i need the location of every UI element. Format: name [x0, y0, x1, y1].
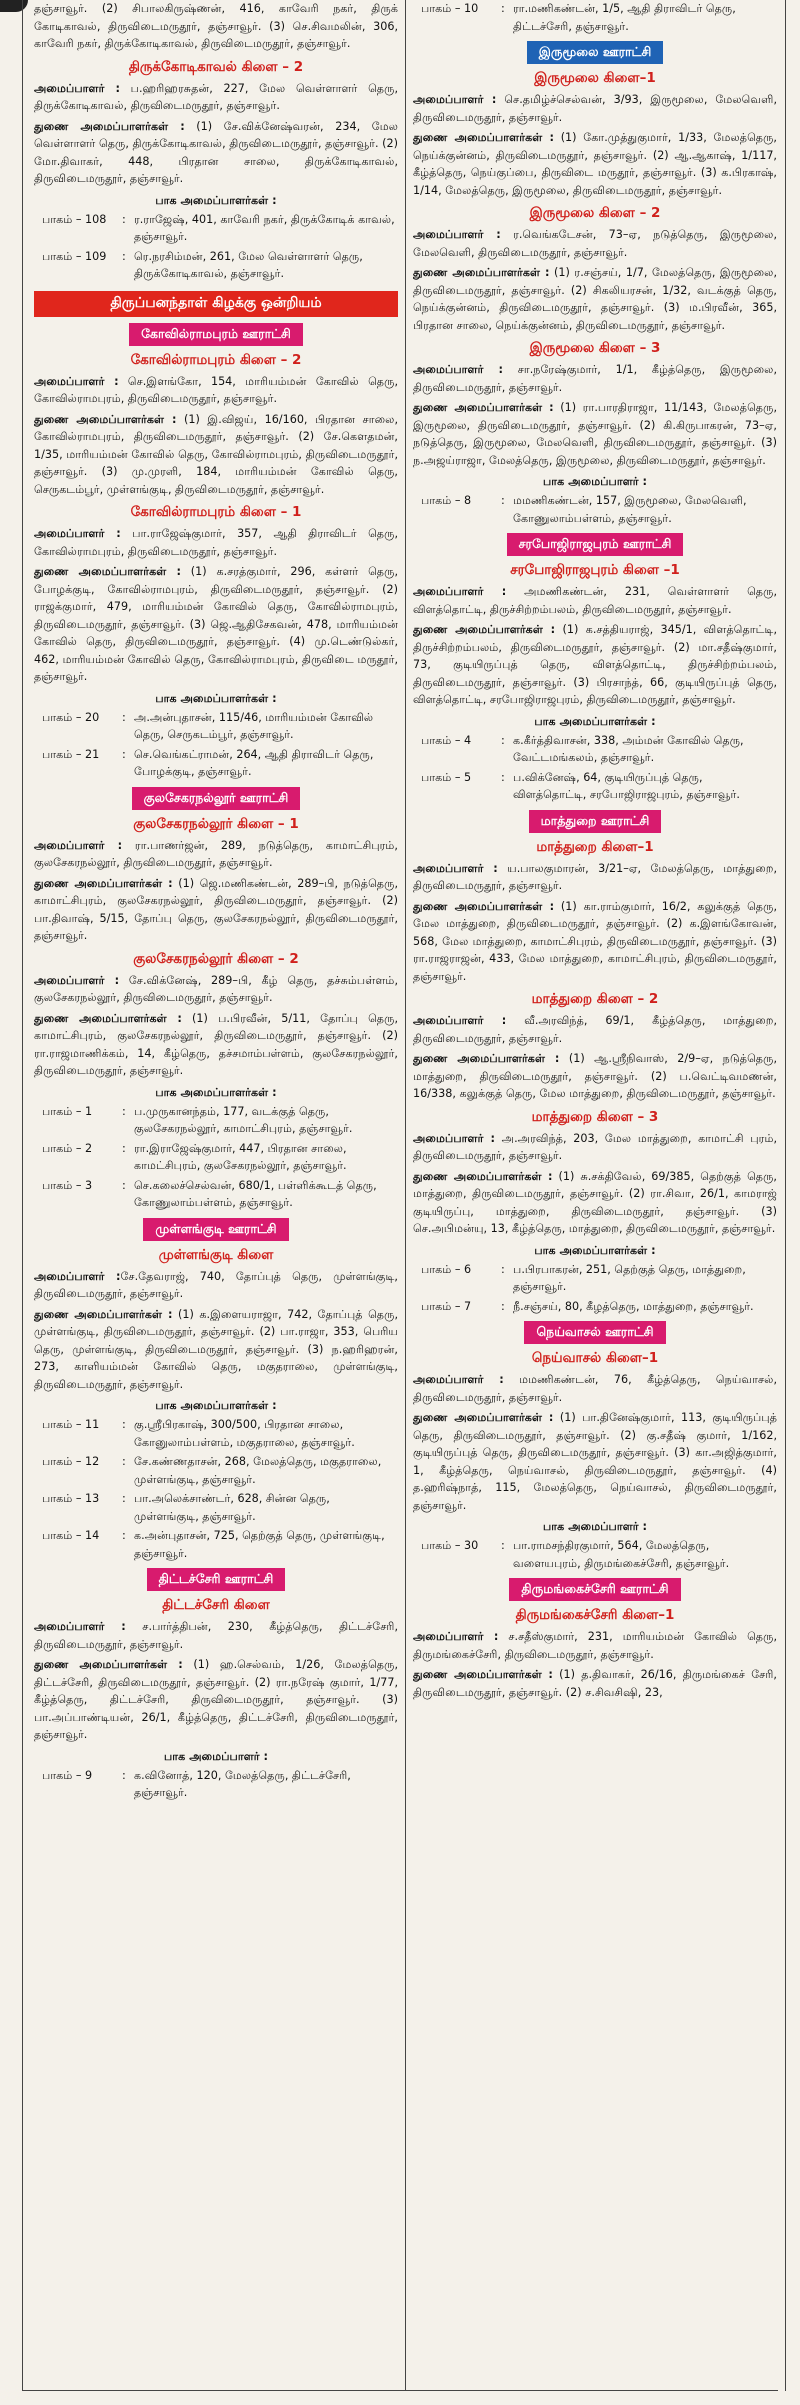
- branch-heading: இருமூலை கிளை – 2: [529, 205, 661, 221]
- booth-organizer: பா.அலெக்சாண்டர், 628, சின்ன தெரு, முள்ளங்குடி, தஞ்சாவூர்.: [134, 1492, 330, 1523]
- booth-organizer: ப.முருகானந்தம், 177, வடக்குத் தெரு, குலசேகரநல்லூர், காமாட்சிபுரம், தஞ்சாவூர்.: [134, 1104, 353, 1135]
- booth-number: பாகம் – 109: [42, 249, 107, 263]
- booth-list: [34, 709, 398, 781]
- booth-number: பாகம் – 21: [42, 747, 100, 761]
- booth-row: [42, 1767, 398, 1802]
- panchayat-badge-wrap: [34, 323, 398, 346]
- organizer-label: அமைப்பாளர் :: [413, 585, 507, 598]
- separator-colon: :: [501, 733, 505, 747]
- deputy-label: துணை அமைப்பாளர்கள் :: [34, 876, 173, 890]
- organizer-label: அமைப்பாளர் :: [413, 1373, 504, 1386]
- booth-organizer: பா.ராமசந்திரகுமார், 564, மேலத்தெரு, வளையபுரம், திருமங்கைச்சேரி, தஞ்சாவூர்.: [513, 1539, 730, 1570]
- booth-organizer: மமணிகண்டன், 157, இருமூலை, மேலவெளி, கோணுலாம்பள்ளம், தஞ்சாவூர்.: [513, 494, 747, 525]
- separator-colon: :: [122, 710, 126, 724]
- organizer-entry: [413, 1130, 777, 1165]
- branch-heading: குலசேகரநல்லூர் கிளை – 1: [133, 815, 299, 832]
- booth-organizer: சே.கண்ணதாசன், 268, மேலத்தெரு, மகுதராலை, முள்ளங்குடி, தஞ்சாவூர்.: [134, 1455, 382, 1486]
- organizer-text: சே.தேவராஜ், 740, தோப்புத் தெரு, முள்ளங்குடி, திருவிடைமருதூர், தஞ்சாவூர்.: [34, 1269, 398, 1300]
- organizer-label: அமைப்பாளர் :: [34, 527, 121, 540]
- panchayat-badge: குலசேகரநல்லூர் ஊராட்சி: [132, 787, 301, 810]
- organizer-label: அமைப்பாளர் :: [413, 228, 501, 241]
- deputy-entry: [413, 898, 777, 986]
- organizer-text: செ.இளங்கோ, 154, மாரியம்மன் கோவில் தெரு, கோவில்ராமபுரம், திருவிடைமருதூர், தஞ்சாவூர்.: [34, 374, 398, 405]
- organizer-label: அமைப்பாளர் :: [34, 1269, 121, 1283]
- branch-heading: திட்டச்சேரி கிளை: [162, 1597, 270, 1613]
- organizer-label: அமைப்பாளர் :: [34, 973, 120, 987]
- booth-number: பாகம் – 9: [42, 1768, 93, 1782]
- branch-heading: முள்ளங்குடி கிளை: [158, 1246, 274, 1263]
- organizer-entry: [413, 860, 777, 895]
- booth-row: [42, 1103, 398, 1138]
- deputy-entry: [413, 621, 777, 709]
- panchayat-badge: சரபோஜிராஜபுரம் ஊராட்சி: [507, 533, 684, 556]
- booth-number: பாகம் – 30: [421, 1539, 479, 1552]
- organizer-text: ர.வெங்கடேசன், 73–ஏ, நடுத்தெரு, இருமூலை, மேலவெளி, திருவிடைமருதூர், தஞ்சாவூர்.: [413, 228, 777, 259]
- deputy-entry: [413, 129, 777, 199]
- deputy-text: (1) ஆ.ஸ்ரீநிவாஸ், 2/9–ஏ, நடுத்தெரு, மாத்துறை, திருவிடைமருதூர், தஞ்சாவூர். (2) ப.வெட்டிவமணன், 16/338, கலுக்குத் தெரு, மேல மாத்துறை, திருவிடைமருதூர், தஞ்சாவூர்.: [413, 1052, 777, 1100]
- booth-heading: பாக அமைப்பாளர்கள் :: [155, 1399, 277, 1412]
- organizer-entry: [413, 1371, 777, 1406]
- branch-heading: திருக்கோடிகாவல் கிளை – 2: [128, 58, 304, 75]
- deputy-entry: [413, 1666, 777, 1701]
- booth-list: [413, 1537, 777, 1572]
- booth-list: [413, 0, 777, 35]
- booth-number: பாகம் – 108: [42, 212, 107, 226]
- booth-row: [42, 709, 398, 744]
- organizer-text: சே.விக்னேஷ், 289–பி, கீழ் தெரு, தச்சும்பள்ளம், குலசேகரநல்லூர், திருவிடைமருதூர், தஞ்சாவூர்.: [34, 973, 398, 1004]
- organizer-text: மமணிகண்டன், 76, கீழ்த்தெரு, நெய்வாசல், திருவிடைமருதூர், தஞ்சாவூர்.: [413, 1373, 777, 1404]
- separator-colon: :: [501, 2, 505, 15]
- panchayat-badge: முள்ளங்குடி ஊராட்சி: [143, 1218, 288, 1241]
- deputy-entry: [413, 399, 777, 469]
- left-column: [34, 0, 398, 2391]
- organizer-text: ச.பார்த்திபன், 230, கீழ்த்தெரு, திட்டச்சேரி, திருவிடைமருதூர், தஞ்சாவூர்.: [34, 1620, 398, 1651]
- booth-heading: பாக அமைப்பாளர்கள் :: [155, 1085, 277, 1099]
- deputy-label: துணை அமைப்பாளர்கள் :: [413, 131, 554, 144]
- right-border: [785, 0, 786, 2391]
- deputy-text: (1) க.சத்தியராஜ், 345/1, விளத்தொட்டி, திருச்சிற்றம்பலம், திருவிடைமருதூர், தஞ்சாவூர். (2) மா.சதீஷ்குமார், 73, குடியிருப்புத் தெரு, விளத்தொட்டி, திருச்சிற்றம்பலம், திருவிடைமருதூர், தஞ்சாவூர். (3) பிரசாந்த், 66, குடியிருப்புத் தெரு, விளத்தொட்டி, சரபோஜிராஜபுரம், திருவிடைமருதூர், தஞ்சாவூர்.: [413, 623, 777, 706]
- booth-organizer: ப.பிரபாகரன், 251, தெற்குத் தெரு, மாத்துறை, தஞ்சாவூர்.: [513, 1262, 746, 1293]
- separator-colon: :: [122, 1529, 126, 1542]
- deputy-text: (1) இ.விஜய், 16/160, பிரதான சாலை, கோவில்ராமபுரம், திருவிடைமருதூர், தஞ்சாவூர். (2) சே.கௌதமன், 1/35, மாரியம்மன் கோவில் தெரு, கோவில்ராமபுரம், திருவிடைமருதூர், தஞ்சாவூர். (3) மு.முரளி, 184, மாரியம்மன் கோவில் தெரு, செருகடம்பூர், முள்ளங்குடி, திருவிடைமருதூர், தஞ்சாவூர்.: [34, 412, 398, 496]
- deputy-label: துணை அமைப்பாளர்கள் :: [413, 1411, 554, 1424]
- deputy-label: துணை அமைப்பாளர்கள் :: [413, 1169, 553, 1183]
- branch-heading: மாத்துறை கிளை – 2: [531, 991, 659, 1007]
- organizer-text: பா.ராஜேஷ்குமார், 357, ஆதி திராவிடர் தெரு, கோவில்ராமபுரம், திருவிடைமருதூர், தஞ்சாவூர்.: [34, 527, 398, 558]
- organizer-entry: [413, 583, 777, 618]
- deputy-label: துணை அமைப்பாளர்கள் :: [34, 119, 185, 133]
- organizer-text: அ.அரவிந்த், 203, மேல மாத்துறை, காமாட்சி புரம், திருவிடைமருதூர், தஞ்சாவூர்.: [413, 1131, 777, 1162]
- panchayat-badge-wrap: [413, 1578, 777, 1601]
- deputy-label: துணை அமைப்பாளர்கள் :: [413, 401, 554, 414]
- booth-organizer: ரெ.நரசிம்மன், 261, மேல வெள்ளாளர் தெரு, திருக்கோடிகாவல், தஞ்சாவூர்.: [134, 249, 363, 280]
- deputy-text: (1) க.சரத்குமார், 296, கள்ளர் தெரு, போழக்குடி, கோவில்ராமபுரம், திருவிடைமருதூர், தஞ்சாவூர். (2) ராஜக்குமார், 479, மாரியம்மன் கோவில் தெரு, கோவில்ராமபுரம், திருவிடைமருதூர், தஞ்சாவூர். (3) ஜெ.ஆதிசேகவன், 478, மாரியம்மன் கோவில் தெரு, திருவிடைமருதூர், தஞ்சாவூர். (4) மு.டெண்டுல்கர், 462, மாரியம்மன் கோவில் தெரு, கோவில்ராமபுரம், திருவிடை மருதூர், தஞ்சாவூர்.: [34, 565, 398, 683]
- organizer-entry: [413, 226, 777, 261]
- deputy-entry: [34, 1306, 398, 1394]
- deputy-label: துணை அமைப்பாளர்கள் :: [413, 899, 555, 913]
- branch-heading: இருமூலை கிளை – 3: [529, 340, 661, 356]
- deputy-text: (1) ப.பிரவீன், 5/11, தோப்பு தெரு, காமாட்சிபுரம், குலசேகரநல்லூர், திருவிடைமருதூர், தஞ்சாவூர். (2) ரா.ராஜமாணிக்கம், 14, கீழ்தெரு, தச்சமாம்பள்ளம், குலசேகரநல்லூர், திருவிடைமருதூர், தஞ்சாவூர்.: [34, 1011, 398, 1077]
- organizer-text: வீ.அரவிந்த், 69/1, கீழ்த்தெரு, மாத்துறை, திருவிடைமருதூர், தஞ்சாவூர்.: [413, 1014, 777, 1045]
- deputy-entry: [413, 1168, 777, 1238]
- organizer-text: செ.தமிழ்ச்செல்வன், 3/93, இருமூலை, மேலவெளி, திருவிடைமருதூர், தஞ்சாவூர்.: [413, 93, 777, 124]
- booth-row: [421, 1261, 777, 1296]
- deputy-text: (1) கோ.முத்துகுமார், 1/33, மேலத்தெரு, நெய்க்குன்னம், திருவிடைமருதூர், தஞ்சாவூர். (2) ஆ.ஆகாஷ், 1/117, கீழ்த்தெரு, நெய்குப்பை, திருவிடை மருதூர், தஞ்சாவூர். (3) க.பிரகாஷ், 1/14, மேலத்தெரு, இருமூலை, திருவிடைமருதூர், தஞ்சாவூர்.: [413, 131, 777, 197]
- deputy-label: துணை அமைப்பாளர்கள் :: [34, 412, 177, 426]
- organizer-label: அமைப்பாளர் :: [413, 1131, 495, 1145]
- continued-paragraph: தஞ்சாவூர். (2) சிபாலகிருஷ்ணன், 416, காவேரி நகர், திருக் கோடிகாவல், திருவிடைமருதூர், தஞ்சாவூர். (3) செ.சிவமலின், 306, காவேரி நகர், திருக்கோடிகாவல், திருவிடைமருதூர், தஞ்சாவூர்.: [34, 2, 398, 50]
- booth-organizer: நீ.சஞ்சய், 80, கீழத்தெரு, மாத்துறை, தஞ்சாவூர்.: [513, 1299, 754, 1313]
- organizer-entry: [413, 361, 777, 396]
- separator-colon: :: [122, 1492, 126, 1505]
- panchayat-badge: கோவில்ராமபுரம் ஊராட்சி: [129, 323, 303, 346]
- deputy-label: துணை அமைப்பாளர்கள் :: [413, 1052, 560, 1065]
- separator-colon: :: [501, 1262, 505, 1276]
- separator-colon: :: [122, 249, 126, 263]
- booth-organizer: ரா.இராஜேஷ்குமார், 447, பிரதான சாலை, காமட்சிபுரம், குலசேகரநல்லூர், தஞ்சாவூர்.: [134, 1141, 347, 1172]
- branch-heading: நெய்வாசல் கிளை–1: [531, 1350, 659, 1366]
- deputy-label: துணை அமைப்பாளர்கள் :: [413, 1668, 553, 1681]
- booth-number: பாகம் – 8: [421, 494, 472, 507]
- panchayat-badge-wrap: [413, 810, 777, 833]
- booth-organizer: ப.விக்னேஷ், 64, குடியிருப்புத் தெரு, விளத்தொட்டி, சரபோஜிராஜபுரம், தஞ்சாவூர்.: [513, 770, 740, 801]
- separator-colon: :: [501, 770, 505, 784]
- deputy-entry: [413, 1409, 777, 1514]
- deputy-entry: [34, 1010, 398, 1080]
- booth-heading: பாக அமைப்பாளர் :: [163, 1749, 269, 1763]
- left-border: [22, 0, 23, 2391]
- branch-heading: மாத்துறை கிளை–1: [536, 838, 654, 855]
- booth-row: [42, 746, 398, 781]
- booth-row: [421, 492, 777, 527]
- organizer-label: அமைப்பாளர் :: [413, 861, 498, 875]
- booth-number: பாகம் – 12: [42, 1455, 100, 1468]
- deputy-text: (1) த.திவாகர், 26/16, திருமங்கைச் சேரி, திருவிடைமருதூர், தஞ்சாவூர். (2) ச.சிவசிஷி, 23,: [413, 1668, 777, 1699]
- booth-heading: பாக அமைப்பாளர்கள் :: [155, 193, 277, 207]
- booth-list: [413, 1261, 777, 1316]
- booth-organizer: செ.வெங்கட்ராமன், 264, ஆதி திராவிடர் தெரு, போழக்குடி, தஞ்சாவூர்.: [134, 747, 374, 778]
- branch-heading: இருமூலை கிளை–1: [534, 70, 656, 86]
- deputy-entry: [34, 118, 398, 188]
- booth-number: பாகம் – 10: [421, 2, 479, 15]
- booth-row: [42, 248, 398, 283]
- booth-row: [42, 211, 398, 246]
- separator-colon: :: [122, 1178, 126, 1192]
- booth-row: [421, 732, 777, 767]
- separator-colon: :: [501, 1539, 505, 1552]
- booth-number: பாகம் – 6: [421, 1262, 472, 1276]
- branch-heading: மாத்துறை கிளை – 3: [531, 1108, 659, 1125]
- booth-row: [421, 769, 777, 804]
- deputy-text: (1) பா.தினேஷ்குமார், 113, குடியிருப்புத் தெரு, திருவிடைமருதூர், தஞ்சாவூர். (2) கு.சதீஷ் குமார், 1/162, குடியிருப்புத் தெரு, திருவிடைமருதூர், தஞ்சாவூர். (3) கா.அஜித்குமார், 1, கீழ்த்தெரு, நெய்வாசல், திருவிடைமருதூர், தஞ்சாவூர். (4) த.ஹரிஷ்நாத், 115, மேலத்தெரு, நெய்வாசல், திருவிடைமருதூர், தஞ்சாவூர்.: [413, 1411, 777, 1512]
- organizer-label: அமைப்பாளர் :: [413, 363, 503, 376]
- booth-number: பாகம் – 13: [42, 1492, 100, 1505]
- booth-organizer: க.அன்புதாசன், 725, தெற்குத் தெரு, முள்ளங்குடி, தஞ்சாவூர்.: [134, 1529, 385, 1560]
- separator-colon: :: [122, 1455, 126, 1468]
- panchayat-badge-wrap: [413, 1321, 777, 1344]
- panchayat-badge-wrap: [34, 787, 398, 810]
- deputy-text: (1) ரா.பாரதிராஜா, 11/143, மேலத்தெரு, இருமூலை, திருவிடைமருதூர், தஞ்சாவூர். (2) கி.கிருபாகரன், 73–ஏ, நடுத்தெரு, இருமூலை, மேலவெளி, திருவிடைமருதூர், தஞ்சாவூர். (3) ந.அஜய்ராஜா, மேலத்தெரு, இருமூலை, திருவிடைமருதூர், தஞ்சாவூர்.: [413, 401, 777, 467]
- branch-heading: கோவில்ராமபுரம் கிளை – 1: [130, 504, 302, 520]
- separator-colon: :: [122, 1104, 126, 1118]
- booth-number: பாகம் – 3: [42, 1178, 93, 1192]
- deputy-text: (1) சு.சக்திவேல், 69/385, தெற்குத் தெரு, மாத்துறை, திருவிடைமருதூர், தஞ்சாவூர். (2) ரா.சிவா, 26/1, காமராஜ் குடியிருப்பு, மாத்துறை, திருவிடைமருதூர், தஞ்சாவூர். (3) செ.அபிமன்யு, 13, கீழ்த்தெரு, மாத்துறை, திருவிடைமருதூர், தஞ்சாவூர்.: [413, 1169, 777, 1235]
- separator-colon: :: [122, 747, 126, 761]
- booth-row: [42, 1490, 398, 1525]
- organizer-entry: [34, 837, 398, 872]
- panchayat-badge: திட்டச்சேரி ஊராட்சி: [147, 1568, 286, 1591]
- organizer-label: அமைப்பாளர் :: [413, 1630, 499, 1643]
- deputy-label: துணை அமைப்பாளர்கள் :: [34, 1658, 183, 1671]
- deputy-text: (1) ஹ.செல்வம், 1/26, மேலத்தெரு, திட்டச்சேரி, திருவிடைமருதூர், தஞ்சாவூர். (2) ரா.நரேஷ் குமார், 1/77, கீழ்த்தெரு, திட்டச்சேரி, திருவிடைமருதூர், தஞ்சாவூர். (3) பா.அப்பாண்டியன், 26/1, கீழ்த்தெரு, திட்டச்சேரி, திருவிடைமருதூர், தஞ்சாவூர்.: [34, 1658, 398, 1741]
- booth-list: [34, 1416, 398, 1562]
- organizer-entry: [413, 1012, 777, 1047]
- booth-number: பாகம் – 5: [421, 770, 472, 784]
- separator-colon: :: [501, 1299, 505, 1313]
- booth-row: [42, 1140, 398, 1175]
- organizer-entry: [34, 972, 398, 1007]
- separator-colon: :: [122, 1768, 126, 1782]
- booth-organizer: க.கீர்த்திவாசன், 338, அம்மன் கோவில் தெரு, வேட்டமங்கலம், தஞ்சாவூர்.: [513, 733, 744, 764]
- booth-list: [34, 1103, 398, 1212]
- organizer-entry: [34, 525, 398, 560]
- organizer-text: ய.பாலகுமாரன், 3/21–ஏ, மேலத்தெரு, மாத்துறை, திருவிடைமருதூர், தஞ்சாவூர்.: [413, 861, 777, 892]
- deputy-entry: [34, 1656, 398, 1744]
- organizer-label: அமைப்பாளர் :: [34, 374, 119, 388]
- booth-number: பாகம் – 4: [421, 733, 472, 747]
- organizer-label: அமைப்பாளர் :: [413, 1014, 507, 1027]
- organizer-label: அமைப்பாளர் :: [34, 1620, 126, 1633]
- union-banner: திருப்பனந்தாள் கிழக்கு ஒன்றியம்: [34, 291, 398, 317]
- right-column: [413, 0, 777, 2391]
- booth-row: [42, 1453, 398, 1488]
- organizer-text: ரா.பாணர்ஜன், 289, நடுத்தெரு, காமாட்சிபுரம், குலசேகரநல்லூர், திருவிடைமருதூர், தஞ்சாவூர்.: [34, 838, 398, 869]
- booth-list: [413, 492, 777, 527]
- separator-colon: :: [122, 212, 126, 226]
- booth-row: [42, 1416, 398, 1451]
- booth-list: [34, 211, 398, 283]
- organizer-entry: [34, 1268, 398, 1303]
- organizer-entry: [34, 80, 398, 115]
- separator-colon: :: [122, 1418, 126, 1431]
- booth-organizer: ரா.மணிகண்டன், 1/5, ஆதி திராவிடர் தெரு, திட்டச்சேரி, தஞ்சாவூர்.: [513, 2, 736, 33]
- panchayat-badge: நெய்வாசல் ஊராட்சி: [524, 1321, 665, 1344]
- branch-heading: திருமங்கைச்சேரி கிளை–1: [515, 1607, 675, 1623]
- deputy-label: துணை அமைப்பாளர்கள் :: [34, 1011, 182, 1025]
- panchayat-badge-wrap: [413, 41, 777, 64]
- booth-list: [413, 732, 777, 804]
- booth-organizer: க.வினோத், 120, மேலத்தெரு, திட்டச்சேரி, தஞ்சாவூர்.: [134, 1768, 351, 1799]
- booth-number: பாகம் – 2: [42, 1141, 93, 1155]
- organizer-text: சா.நரேஷ்குமார், 1/1, கீழ்த்தெரு, இருமூலை, திருவிடைமருதூர், தஞ்சாவூர்.: [413, 363, 777, 394]
- booth-number: பாகம் – 20: [42, 710, 100, 724]
- booth-heading: பாக அமைப்பாளர்கள் :: [534, 1243, 656, 1257]
- booth-number: பாகம் – 11: [42, 1418, 100, 1431]
- organizer-text: ச.சதீஸ்குமார், 231, மாரியம்மன் கோவில் தெரு, திருமங்கைச்சேரி, திருவிடைமருதூர், தஞ்சாவூர்.: [413, 1630, 777, 1661]
- panchayat-badge-wrap: [34, 1568, 398, 1591]
- booth-number: பாகம் – 1: [42, 1104, 93, 1118]
- panchayat-badge: இருமூலை ஊராட்சி: [527, 41, 664, 64]
- deputy-entry: [34, 563, 398, 686]
- branch-heading: குலசேகரநல்லூர் கிளை – 2: [133, 950, 299, 967]
- booth-number: பாகம் – 14: [42, 1529, 100, 1542]
- deputy-text: (1) சே.விக்னேஷ்வரன், 234, மேல வெள்ளாளர் தெரு, திருக்கோடிகாவல், திருவிடைமருதூர், தஞ்சாவூர். (2) மோ.திவாகர், 448, பிரதான சாலை, திருக்கோடிகாவல், திருவிடைமருதூர், தஞ்சாவூர்.: [34, 119, 398, 185]
- panchayat-badge-wrap: [34, 1218, 398, 1241]
- booth-row: [421, 0, 777, 35]
- booth-list: [34, 1767, 398, 1802]
- organizer-entry: [413, 1628, 777, 1663]
- separator-colon: :: [501, 494, 505, 507]
- organizer-label: அமைப்பாளர் :: [34, 838, 123, 852]
- organizer-text: அமணிகண்டன், 231, வெள்ளாளர் தெரு, விளத்தொட்டி, திருச்சிற்றம்பலம், திருவிடைமருதூர், தஞ்சாவூர்.: [413, 585, 777, 616]
- booth-organizer: ர.ராஜேஷ், 401, காவேரி நகர், திருக்கோடிக் காவல், தஞ்சாவூர்.: [134, 212, 395, 243]
- booth-row: [42, 1527, 398, 1562]
- organizer-label: அமைப்பாளர் :: [413, 93, 497, 106]
- deputy-entry: [413, 264, 777, 334]
- deputy-label: துணை அமைப்பாளர்கள் :: [34, 1307, 173, 1321]
- booth-heading: பாக அமைப்பாளர்கள் :: [534, 714, 656, 728]
- booth-heading: பாக அமைப்பாளர் :: [542, 475, 648, 488]
- deputy-label: துணை அமைப்பாளர்கள் :: [413, 623, 556, 636]
- corner-mark: [0, 0, 28, 12]
- organizer-entry: [413, 91, 777, 126]
- branch-heading: சரபோஜிராஜபுரம் கிளை –1: [510, 562, 680, 578]
- deputy-entry: [34, 411, 398, 499]
- deputy-label: துணை அமைப்பாளர்கள் :: [413, 266, 550, 279]
- organizer-text: ப.ஹரிஹரசுதன், 227, மேல வெள்ளாளர் தெரு, திருக்கோடிகாவல், திருவிடைமருதூர், தஞ்சாவூர்.: [34, 81, 398, 112]
- booth-heading: பாக அமைப்பாளர் :: [542, 1520, 648, 1533]
- deputy-text: (1) கா.ராம்குமார், 16/2, கலுக்குத் தெரு, மேல மாத்துறை, திருவிடைமருதூர், தஞ்சாவூர். (2) க.இளங்கோவன், 568, மேல மாத்துறை, காமாட்சிபுரம், திருவிடைமருதூர், தஞ்சாவூர். (3) ரா.ராஜராஜன், 433, மேல மாத்துறை, காமாட்சிபுரம், திருவிடைமருதூர், தஞ்சாவூர்.: [413, 899, 777, 983]
- deputy-label: துணை அமைப்பாளர்கள் :: [34, 565, 181, 578]
- booth-organizer: கு.ஸ்ரீபிரகாஷ், 300/500, பிரதான சாலை, கோனுலாம்பள்ளம், மகுதராலை, தஞ்சாவூர்.: [134, 1418, 355, 1449]
- organizer-entry: [34, 1618, 398, 1653]
- deputy-entry: [413, 1050, 777, 1103]
- booth-row: [42, 1177, 398, 1212]
- booth-heading: பாக அமைப்பாளர்கள் :: [155, 691, 277, 705]
- deputy-text: (1) ஜெ.மணிகண்டன், 289–பி, நடுத்தெரு, காமாட்சிபுரம், குலசேகரநல்லூர், திருவிடைமருதூர், தஞ்சாவூர். (2) பா.திவாஷ், 5/15, தோப்பு தெரு, குலசேகரநல்லூர், திருவிடைமருதூர், தஞ்சாவூர்.: [34, 876, 398, 942]
- booth-organizer: அ.அன்புதாசன், 115/46, மாரியம்மன் கோவில் தெரு, செருகடம்பூர், தஞ்சாவூர்.: [134, 710, 374, 741]
- column-divider: [405, 0, 406, 2391]
- deputy-text: (1) ர.சஞ்சய், 1/7, மேலத்தெரு, இருமூலை, திருவிடைமருதூர், தஞ்சாவூர். (2) சிகலியரசன், 1/32, வடக்குத் தெரு, நெய்க்குன்னம், திருவிடைமருதூர், தஞ்சாவூர். (3) ம.பிரவீன், 365, பிரதான சாலை, நெய்க்குன்னம், திருவிடைமருதூர், தஞ்சாவூர்.: [413, 266, 777, 332]
- booth-organizer: செ.கலைச்செல்வன், 680/1, பள்ளிக்கூடத் தெரு, கோணுலாம்பள்ளம், தஞ்சாவூர்.: [134, 1178, 377, 1209]
- booth-number: பாகம் – 7: [421, 1299, 472, 1313]
- booth-row: [421, 1537, 777, 1572]
- branch-heading: கோவில்ராமபுரம் கிளை – 2: [130, 351, 302, 368]
- organizer-entry: [34, 373, 398, 408]
- organizer-label: அமைப்பாளர் :: [34, 81, 120, 95]
- panchayat-badge-wrap: [413, 533, 777, 556]
- booth-row: [421, 1298, 777, 1316]
- deputy-entry: [34, 875, 398, 945]
- separator-colon: :: [122, 1141, 126, 1155]
- panchayat-badge: திருமங்கைச்சேரி ஊராட்சி: [509, 1578, 680, 1601]
- deputy-text: (1) க.இளையராஜா, 742, தோப்புத் தெரு, முள்ளங்குடி, திருவிடைமருதூர், தஞ்சாவூர். (2) பா.ராஜா, 353, பெரிய தெரு, முள்ளங்குடி, திருவிடைமருதூர், தஞ்சாவூர். (3) ந.ஹரிஹரன், 273, காளியம்மன் கோவில் தெரு, மகுதராலை, முள்ளங்குடி, திருவிடைமருதூர், தஞ்சாவூர்.: [34, 1307, 398, 1391]
- panchayat-badge: மாத்துறை ஊராட்சி: [529, 810, 662, 833]
